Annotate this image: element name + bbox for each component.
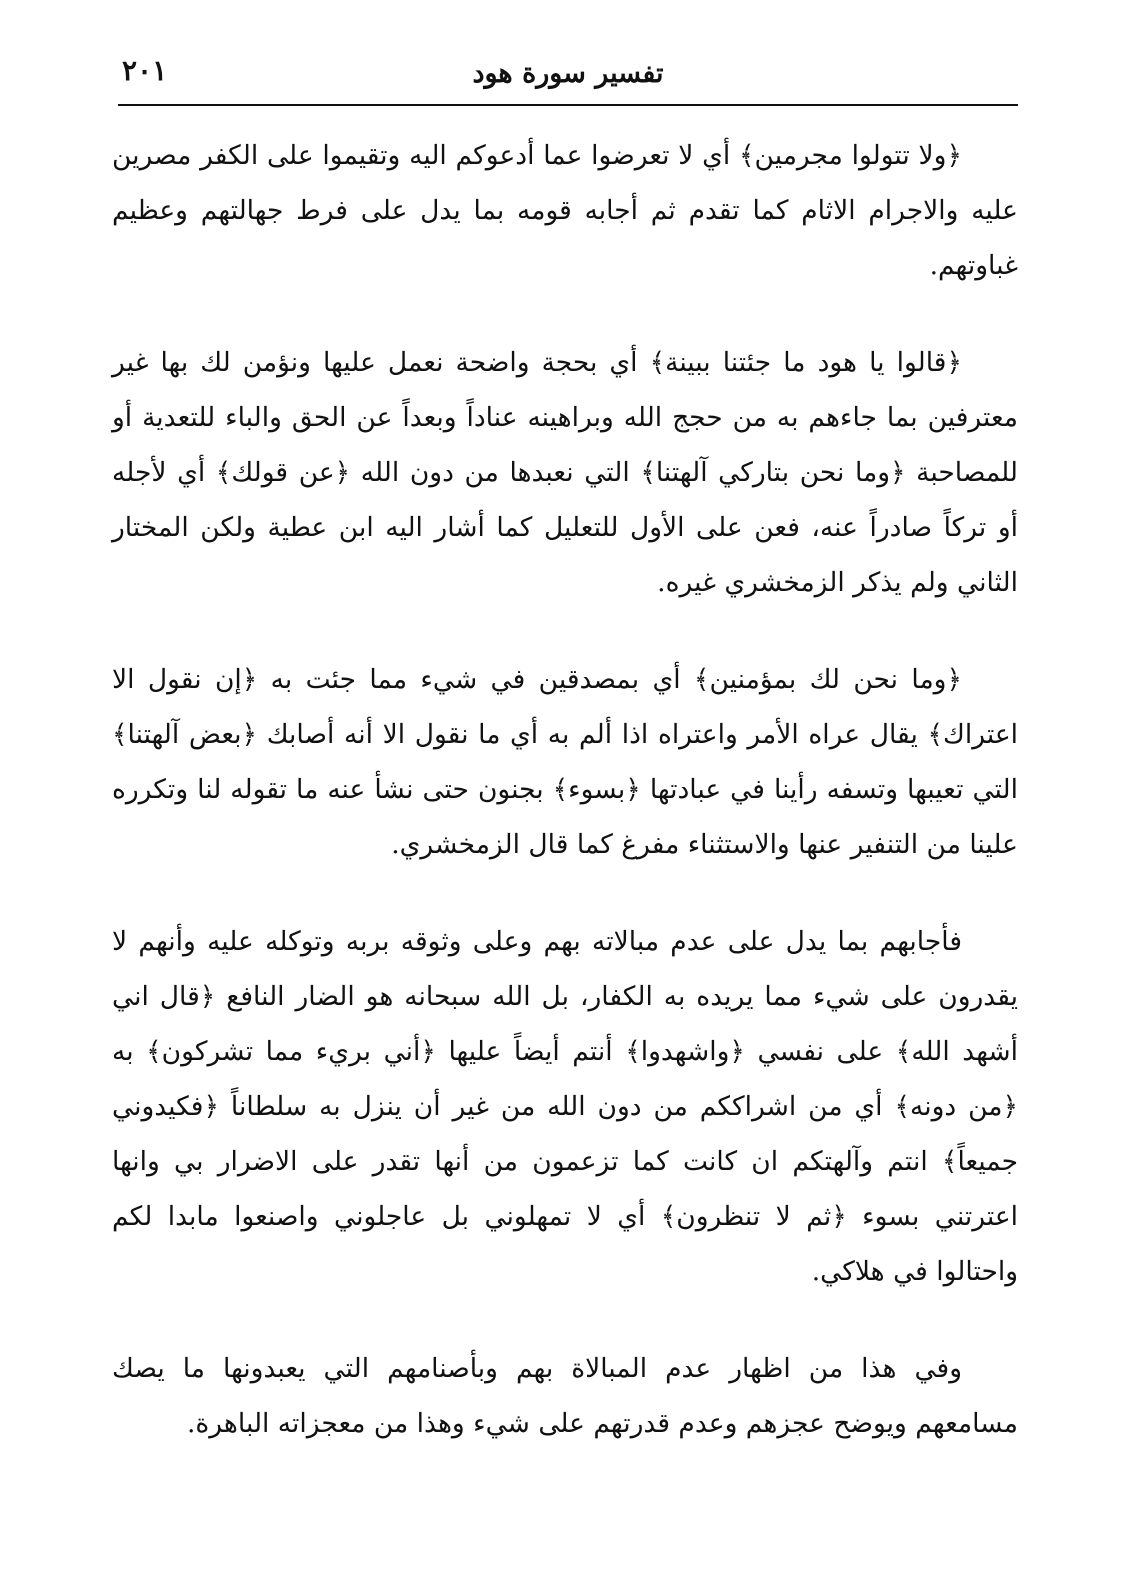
page-header xyxy=(118,52,1018,108)
paragraph-5: وفي هذا من اظهار عدم المبالاة بهم وبأصنامهم التي يعبدونها ما يصك مسامعهم ويوضح عجزهم وعدم قدرتهم على شيء وهذا من معجزاته الباهرة. xyxy=(112,1353,1018,1439)
page-body xyxy=(112,128,1018,1493)
page-number: ٢٠١ xyxy=(122,54,168,87)
running-title: تفسير سورة هود xyxy=(472,58,664,89)
paragraph-4: فأجابهم بما يدل على عدم مبالاته بهم وعلى وثوقه بربه وتوكله عليه وأنهم لا يقدرون على شيء مما يريده به الكفار، بل الله سبحانه هو الضار النافع ﴿قال اني أشهد الله﴾ على نفسي ﴿واشهدوا﴾ أنتم أيضاً عليها ﴿أني بريء مما تشركون﴾ به ﴿من دونه﴾ أي من اشراككم من دون الله من غير أن ينزل به سلطاناً ﴿فكيدوني جميعاً﴾ انتم وآلهتكم ان كانت كما تزعمون من أنها تقدر على الاضرار بي وانها اعترتني بسوء ﴿ثم لا تنظرون﴾ أي لا تمهلوني بل عاجلوني واصنعوا مابدا لكم واحتالوا في هلاكي. xyxy=(112,926,1018,1287)
paragraph-2: ﴿قالوا يا هود ما جئتنا ببينة﴾ أي بحجة واضحة نعمل عليها ونؤمن لك بها غير معترفين بما جاءهم به من حجج الله وبراهينه عناداً وبعداً عن الحق والباء للتعدية أو للمصاحبة ﴿وما نحن بتاركي آلهتنا﴾ التي نعبدها من دون الله ﴿عن قولك﴾ أي لأجله أو تركاً صادراً عنه، فعن على الأول للتعليل كما أشار اليه ابن عطية ولكن المختار الثاني ولم يذكر الزمخشري غيره. xyxy=(112,347,1018,598)
paragraph-1: ﴿ولا تتولوا مجرمين﴾ أي لا تعرضوا عما أدعوكم اليه وتقيموا على الكفر مصرين عليه والاجرام الاثام كما تقدم ثم أجابه قومه بما يدل على فرط جهالتهم وعظيم غباوتهم. xyxy=(112,140,1018,281)
header-rule xyxy=(118,104,1018,106)
paragraph-3: ﴿وما نحن لك بمؤمنين﴾ أي بمصدقين في شيء مما جئت به ﴿إن نقول الا اعتراك﴾ يقال عراه الأمر واعتراه اذا ألم به أي ما نقول الا أنه أصابك ﴿بعض آلهتنا﴾ التي تعيبها وتسفه رأينا في عبادتها ﴿بسوء﴾ بجنون حتى نشأ عنه ما تقوله لنا وتكرره علينا من التنفير عنها والاستثناء مفرغ كما قال الزمخشري. xyxy=(112,664,1018,860)
